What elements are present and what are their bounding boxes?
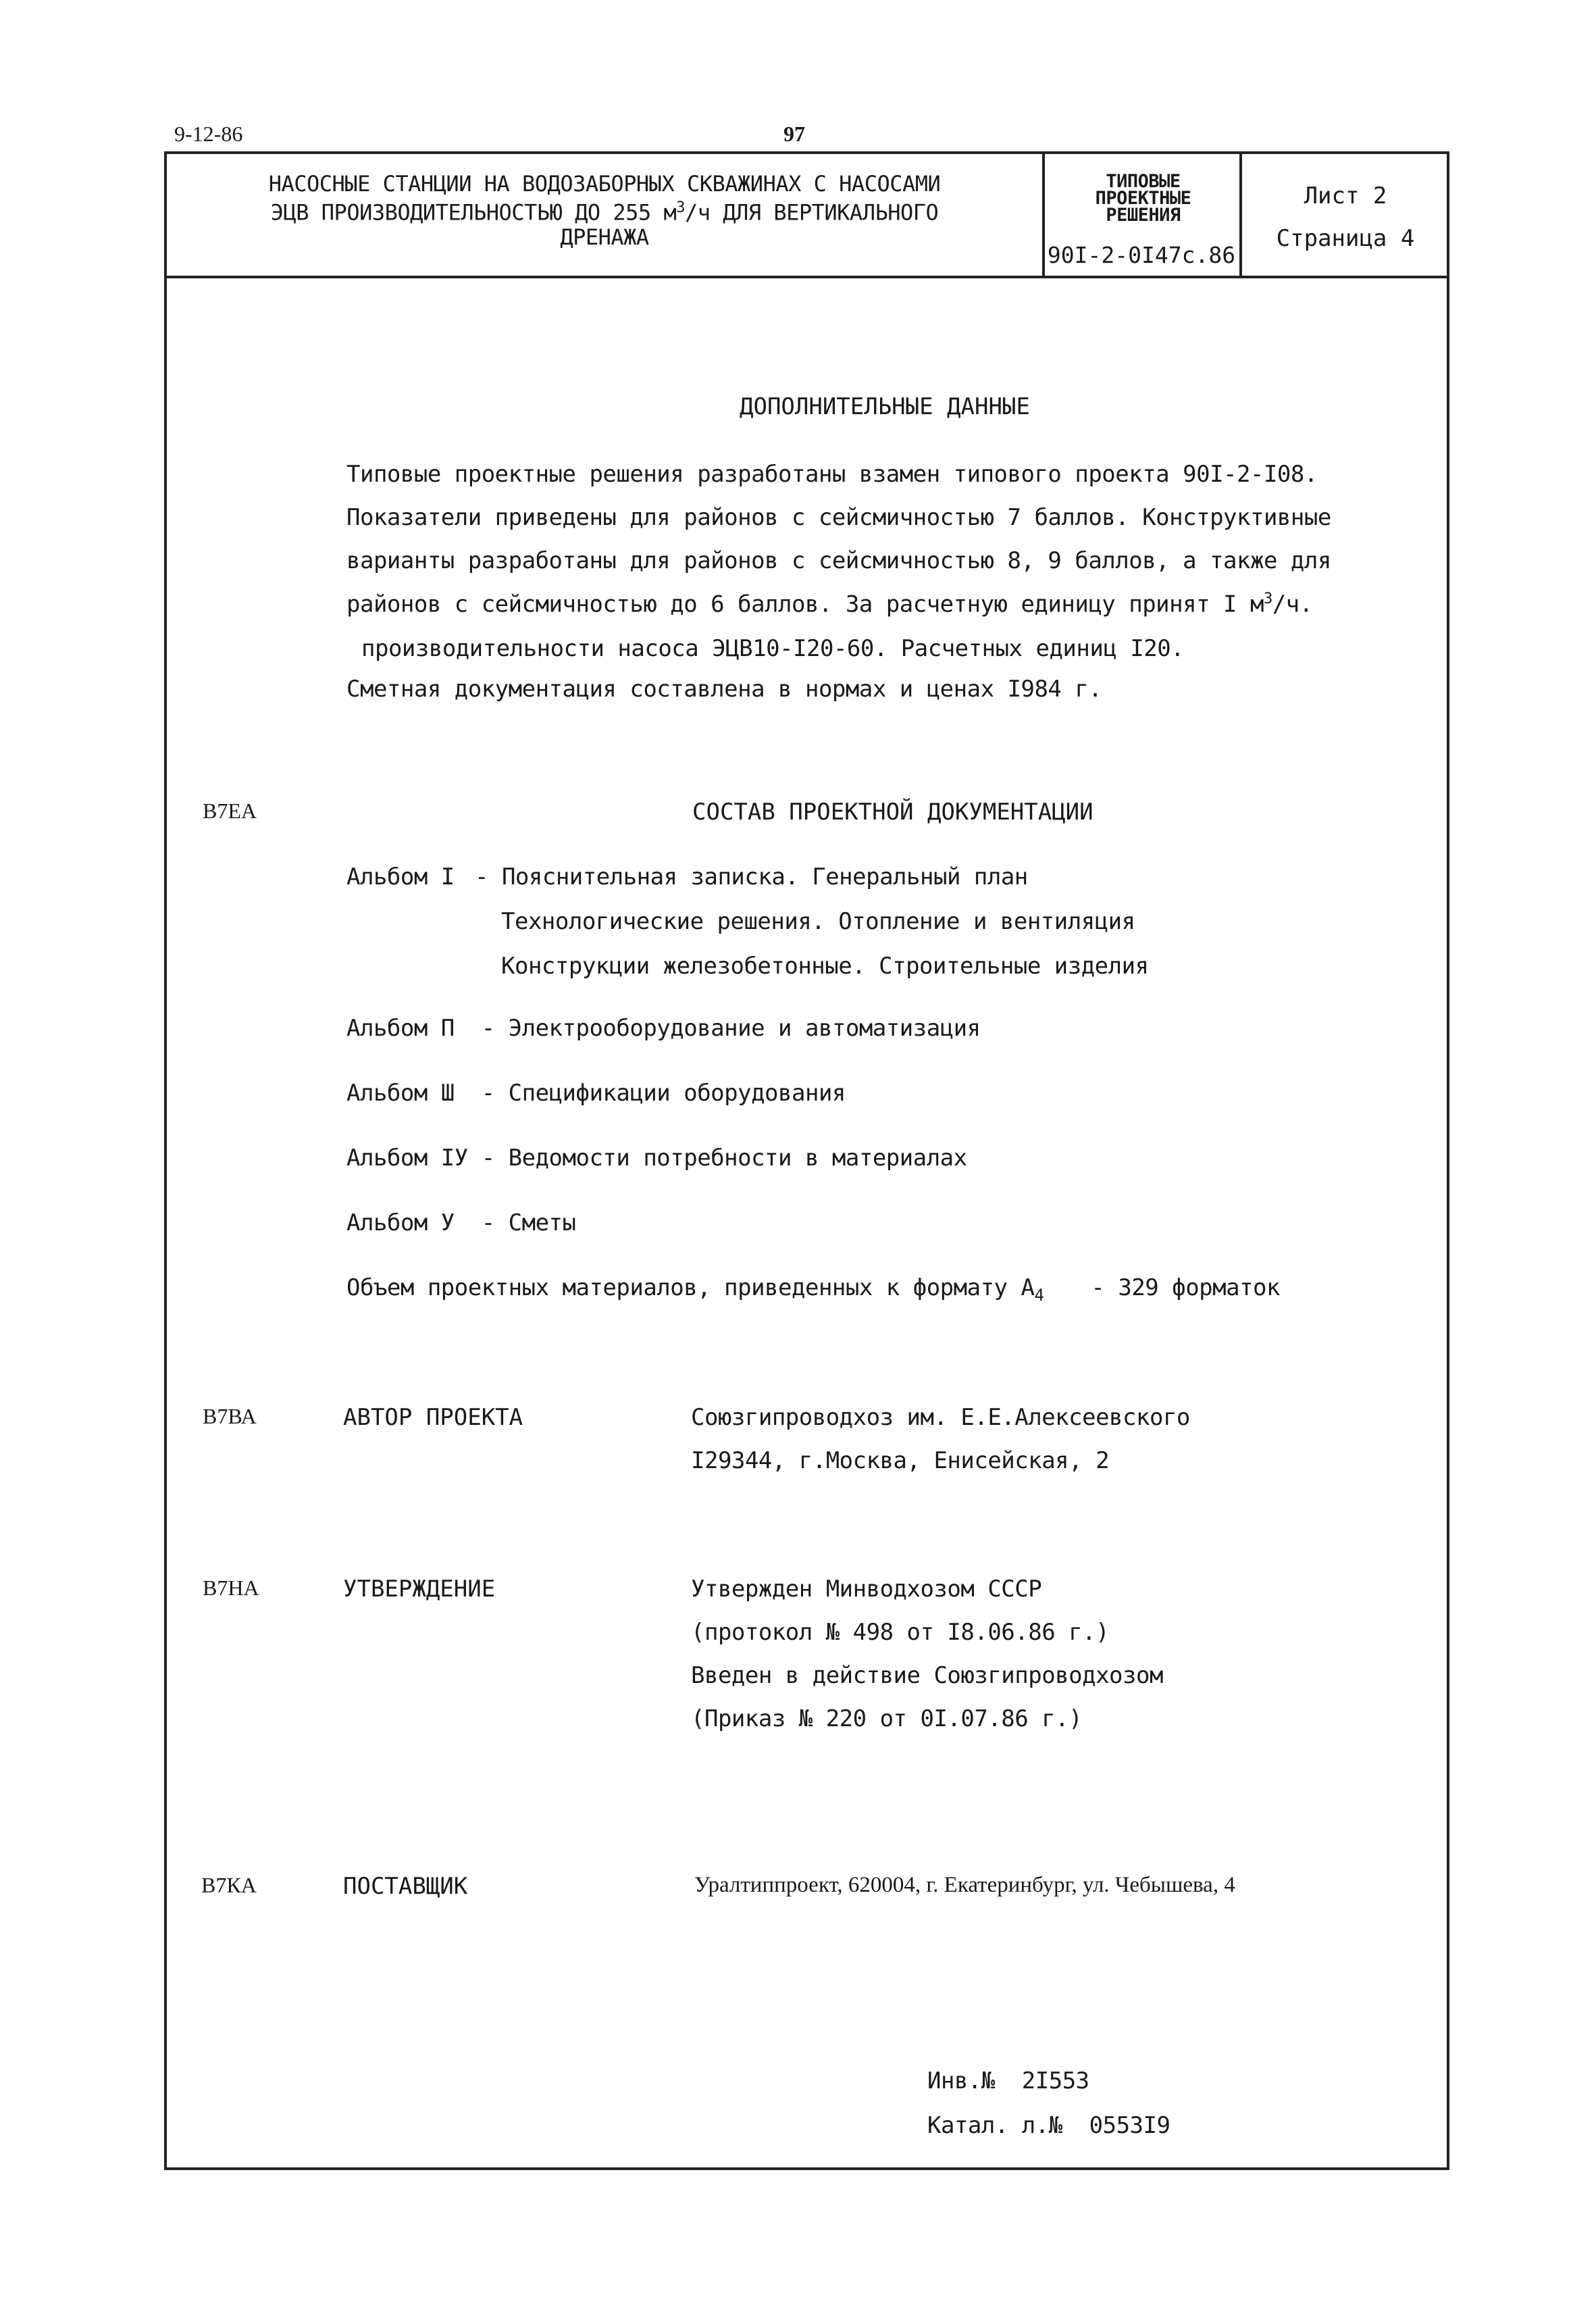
approval-label: УТВЕРЖДЕНИЕ xyxy=(343,1576,496,1603)
approval-line-3: Введен в действие Союзгипроводхозом xyxy=(691,1662,1163,1689)
album-1-line-1: - Пояснительная записка. Генеральный план xyxy=(475,863,1028,890)
supplier-label: ПОСТАВЩИК xyxy=(343,1873,468,1900)
author-code: В7ВА xyxy=(203,1404,257,1428)
header-stamp xyxy=(1047,173,1239,224)
additional-heading: ДОПОЛНИТЕЛЬНЫЕ ДАННЫЕ xyxy=(740,393,1030,420)
album-1-line-3: Конструкции железобетонные. Строительные изделия xyxy=(501,953,1149,980)
stamp-line-2: ПРОЕКТНЫЕ xyxy=(1095,188,1191,209)
album-5: Альбом У - Сметы xyxy=(346,1209,576,1236)
approval-code: В7НА xyxy=(203,1576,259,1600)
approval-line-1: Утвержден Минводхозом СССР xyxy=(691,1576,1042,1603)
additional-line-1: Типовые проектные решения разработаны взамен типового проекта 90I-2-I08. xyxy=(346,461,1318,488)
volume-line: Объем проектных материалов, приведенных к формату $А_4 - 329$ форматок xyxy=(346,1274,1280,1305)
header-title-line-1: НАСОСНЫЕ СТАНЦИИ НА ВОДОЗАБОРНЫХ СКВАЖИНАХ С НАСОСАМИ xyxy=(268,171,941,197)
supplier-code: В7КА xyxy=(201,1873,257,1897)
additional-line-5: производительности насоса ЭЦВ10-I20-60. Расчетных единиц I20. xyxy=(361,635,1185,662)
inventory-number: Инв.№ 2I553 xyxy=(927,2067,1089,2094)
supplier-text: Уралтиппроект, 620004, г. Екатеринбург, ул. Чебышева, 4 xyxy=(694,1873,1235,1897)
approval-line-2: (протокол № 498 от I8.06.86 г.) xyxy=(691,1619,1110,1646)
header-divider xyxy=(164,276,1449,278)
composition-code: В7ЕА xyxy=(203,799,257,823)
composition-heading: СОСТАВ ПРОЕКТНОЙ ДОКУМЕНТАЦИИ xyxy=(692,799,1093,826)
author-line-1: Союзгипроводхоз им. Е.Е.Алексеевского xyxy=(691,1404,1190,1431)
author-line-2: I29344, г.Москва, Енисейская, 2 xyxy=(691,1447,1110,1474)
album-1-line-2: Технологические решения. Отопление и вентиляция xyxy=(501,908,1135,935)
catalog-number: Катал. л.№ 0553I9 xyxy=(927,2112,1170,2139)
album-1-label: Альбом I xyxy=(346,863,455,890)
album-3: Альбом Ш - Спецификации оборудования xyxy=(346,1080,846,1107)
additional-line-4: районов с сейсмичностью до 6 баллов. За расчетную единицу принят I $м^3/ч$. xyxy=(346,590,1313,618)
stamp-line-1: ТИПОВЫЕ xyxy=(1106,171,1181,192)
stamp-line-3: РЕШЕНИЯ xyxy=(1106,205,1181,226)
additional-line-3: варианты разработаны для районов с сейсмичностью 8, 9 баллов, а также для xyxy=(346,547,1331,574)
page-date: 9-12-86 xyxy=(174,122,243,146)
approval-line-4: (Приказ № 220 от 0I.07.86 г.) xyxy=(691,1705,1083,1732)
header-title xyxy=(169,172,1040,249)
album-4: Альбом IУ - Ведомости потребности в материалах xyxy=(346,1145,967,1172)
additional-line-6: Сметная документация составлена в нормах и ценах I984 г. xyxy=(346,676,1102,703)
page-label: Страница 4 xyxy=(1276,225,1415,252)
sheet-number: Лист 2 xyxy=(1304,182,1387,209)
page-number: 97 xyxy=(783,122,805,146)
album-2: Альбом П - Электрооборудование и автоматизация xyxy=(346,1015,981,1042)
header-title-line-3: ДРЕНАЖА xyxy=(560,224,649,250)
header-divider-right xyxy=(1239,151,1242,278)
additional-line-2: Показатели приведены для районов с сейсмичностью 7 баллов. Конструктивные xyxy=(346,504,1331,531)
header-code: 90I-2-0I47с.86 xyxy=(1047,242,1236,268)
header-title-line-2: ЭЦВ ПРОИЗВОДИТЕЛЬНОСТЬЮ ДО 255 $м^3/ч$ ДЛЯ ВЕРТИКАЛЬНОГО xyxy=(270,199,939,226)
author-label: АВТОР ПРОЕКТА xyxy=(343,1404,523,1431)
